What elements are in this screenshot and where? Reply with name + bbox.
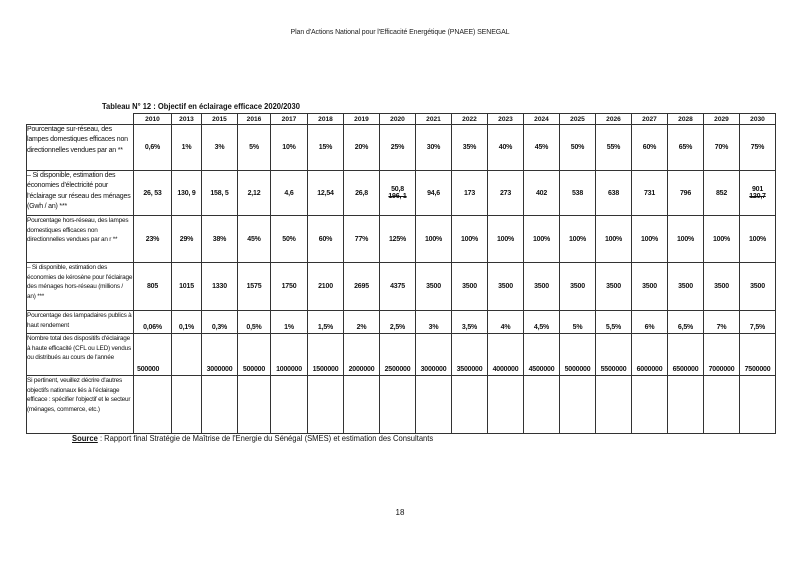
value-cell: 4000000 bbox=[488, 334, 524, 376]
table-row bbox=[27, 376, 776, 434]
lighting-objectives-table bbox=[26, 113, 776, 434]
value-cell: 805 bbox=[134, 263, 172, 311]
value-cell: 38% bbox=[202, 216, 238, 263]
value-cell: 1330 bbox=[202, 263, 238, 311]
value-cell: 731 bbox=[632, 171, 668, 216]
value-cell: 1000000 bbox=[271, 334, 308, 376]
row-label: – Si disponible, estimation des économies d'électricité pour l'éclairage sur réseau des ménages (Gwh / an) *** bbox=[27, 171, 134, 216]
value-cell: 3500 bbox=[596, 263, 632, 311]
value-cell: 5500000 bbox=[596, 334, 632, 376]
value-cell: 0,6% bbox=[134, 125, 172, 171]
value-cell: 3500 bbox=[632, 263, 668, 311]
year-header: 2022 bbox=[452, 114, 488, 125]
value-cell: 3500 bbox=[524, 263, 560, 311]
year-header: 2025 bbox=[560, 114, 596, 125]
value-cell: 100% bbox=[416, 216, 452, 263]
value-cell: 6000000 bbox=[632, 334, 668, 376]
struck-value: 196, 1 bbox=[388, 193, 407, 200]
row-label: – Si disponible, estimation des économies de kérosène pour l'éclairage des ménages hors-réseau (millions / an) *** bbox=[27, 263, 134, 311]
value-cell: 852 bbox=[704, 171, 740, 216]
value-cell: 3000000 bbox=[416, 334, 452, 376]
value-cell: 50% bbox=[271, 216, 308, 263]
value-cell: 3000000 bbox=[202, 334, 238, 376]
year-header: 2027 bbox=[632, 114, 668, 125]
value-cell: 7000000 bbox=[704, 334, 740, 376]
table-row bbox=[27, 334, 776, 376]
value-cell: 5% bbox=[238, 125, 271, 171]
value-cell bbox=[416, 376, 452, 434]
year-header: 2019 bbox=[344, 114, 380, 125]
value-cell: 60% bbox=[632, 125, 668, 171]
value-cell: 4375 bbox=[380, 263, 416, 311]
value-cell: 100% bbox=[668, 216, 704, 263]
year-header: 2020 bbox=[380, 114, 416, 125]
value-cell: 15% bbox=[308, 125, 344, 171]
year-header: 2018 bbox=[308, 114, 344, 125]
value-cell bbox=[380, 376, 416, 434]
value-cell: 35% bbox=[452, 125, 488, 171]
value-cell: 12,54 bbox=[308, 171, 344, 216]
value-cell: 100% bbox=[596, 216, 632, 263]
year-header: 2026 bbox=[596, 114, 632, 125]
value-cell bbox=[704, 376, 740, 434]
table-row bbox=[27, 263, 776, 311]
value-cell bbox=[134, 376, 172, 434]
year-header: 2015 bbox=[202, 114, 238, 125]
year-header: 2030 bbox=[740, 114, 776, 125]
value-cell: 3% bbox=[416, 311, 452, 334]
page-header: Plan d'Actions National pour l'Efficacité Energétique (PNAEE) SENEGAL bbox=[290, 29, 510, 36]
year-header: 2010 bbox=[134, 114, 172, 125]
value-cell bbox=[452, 376, 488, 434]
value-cell bbox=[524, 376, 560, 434]
value-cell: 100% bbox=[704, 216, 740, 263]
value-cell: 4,5% bbox=[524, 311, 560, 334]
source-text: : Rapport final Stratégie de Maîtrise de l'Energie du Sénégal (SMES) et estimation des Consultants bbox=[97, 434, 434, 443]
value-cell: 77% bbox=[344, 216, 380, 263]
value-cell: 55% bbox=[596, 125, 632, 171]
value-cell: 7500000 bbox=[740, 334, 776, 376]
table-row bbox=[27, 311, 776, 334]
value-cell: 94,6 bbox=[416, 171, 452, 216]
value-cell: 173 bbox=[452, 171, 488, 216]
value-cell: 500000 bbox=[134, 334, 172, 376]
value-cell: 29% bbox=[172, 216, 202, 263]
value-cell: 5000000 bbox=[560, 334, 596, 376]
value-cell: 4,6 bbox=[271, 171, 308, 216]
value-cell: 158, 5 bbox=[202, 171, 238, 216]
value-cell: 100% bbox=[740, 216, 776, 263]
value-cell: 273 bbox=[488, 171, 524, 216]
value-cell bbox=[560, 376, 596, 434]
value-cell: 100% bbox=[524, 216, 560, 263]
value-cell: 3500 bbox=[668, 263, 704, 311]
year-header: 2016 bbox=[238, 114, 271, 125]
year-header: 2029 bbox=[704, 114, 740, 125]
value-cell: 100% bbox=[632, 216, 668, 263]
value-cell: 5,5% bbox=[596, 311, 632, 334]
value-cell: 100% bbox=[560, 216, 596, 263]
struck-value: 120,7 bbox=[749, 193, 766, 200]
value-cell: 2000000 bbox=[344, 334, 380, 376]
source-label: Source bbox=[72, 434, 98, 443]
table-row bbox=[27, 125, 776, 171]
value-cell: 1500000 bbox=[308, 334, 344, 376]
value-cell: 2,5% bbox=[380, 311, 416, 334]
current-value: 901 bbox=[751, 186, 764, 193]
value-cell bbox=[668, 376, 704, 434]
year-header: 2021 bbox=[416, 114, 452, 125]
value-cell: 5% bbox=[560, 311, 596, 334]
value-cell: 1% bbox=[271, 311, 308, 334]
value-cell: 0,5% bbox=[238, 311, 271, 334]
value-cell: 402 bbox=[524, 171, 560, 216]
row-label: Pourcentage hors-réseau, des lampes domestiques efficaces non directionnelles vendues par an r ** bbox=[27, 216, 134, 263]
row-label: Si pertinent, veuillez décrire d'autres objectifs nationaux liés à l'éclairage efficace : spécifier l'objectif et le secteur (ménages, commerce, etc.) bbox=[27, 376, 134, 434]
value-cell: 45% bbox=[238, 216, 271, 263]
value-cell: 796 bbox=[668, 171, 704, 216]
value-cell bbox=[238, 376, 271, 434]
value-cell bbox=[740, 376, 776, 434]
value-cell bbox=[740, 171, 776, 216]
value-cell: 3,5% bbox=[452, 311, 488, 334]
value-cell bbox=[596, 376, 632, 434]
corner-cell bbox=[27, 114, 134, 125]
year-header: 2013 bbox=[172, 114, 202, 125]
value-cell: 65% bbox=[668, 125, 704, 171]
value-cell bbox=[380, 171, 416, 216]
value-cell bbox=[202, 376, 238, 434]
value-cell: 3500 bbox=[560, 263, 596, 311]
value-cell: 638 bbox=[596, 171, 632, 216]
value-cell: 6% bbox=[632, 311, 668, 334]
value-cell: 45% bbox=[524, 125, 560, 171]
row-label: Nombre total des dispositifs d'éclairage à haute efficacité (CFL ou LED) vendus ou distribués au cours de l'année bbox=[27, 334, 134, 376]
value-cell: 1015 bbox=[172, 263, 202, 311]
value-cell: 23% bbox=[134, 216, 172, 263]
value-cell: 7,5% bbox=[740, 311, 776, 334]
value-cell: 1,5% bbox=[308, 311, 344, 334]
value-cell: 2,12 bbox=[238, 171, 271, 216]
value-cell: 6,5% bbox=[668, 311, 704, 334]
value-cell: 26,8 bbox=[344, 171, 380, 216]
value-cell: 25% bbox=[380, 125, 416, 171]
page-number: 18 bbox=[395, 508, 405, 517]
value-cell: 125% bbox=[380, 216, 416, 263]
value-cell: 26, 53 bbox=[134, 171, 172, 216]
row-label: Pourcentage sur-réseau, des lampes domestiques efficaces non directionnelles vendues par an ** bbox=[27, 125, 134, 171]
year-header: 2024 bbox=[524, 114, 560, 125]
table-row bbox=[27, 171, 776, 216]
value-cell bbox=[308, 376, 344, 434]
value-cell: 1575 bbox=[238, 263, 271, 311]
value-cell: 50% bbox=[560, 125, 596, 171]
value-cell bbox=[632, 376, 668, 434]
value-cell bbox=[344, 376, 380, 434]
value-cell: 3500 bbox=[740, 263, 776, 311]
value-cell: 3500 bbox=[452, 263, 488, 311]
value-cell: 30% bbox=[416, 125, 452, 171]
value-cell: 2500000 bbox=[380, 334, 416, 376]
value-cell: 0,3% bbox=[202, 311, 238, 334]
value-cell: 100% bbox=[488, 216, 524, 263]
value-cell: 4% bbox=[488, 311, 524, 334]
value-cell: 10% bbox=[271, 125, 308, 171]
value-cell: 3% bbox=[202, 125, 238, 171]
value-cell: 20% bbox=[344, 125, 380, 171]
value-cell bbox=[172, 334, 202, 376]
value-cell: 7% bbox=[704, 311, 740, 334]
year-header: 2028 bbox=[668, 114, 704, 125]
value-cell: 0,1% bbox=[172, 311, 202, 334]
value-cell: 2% bbox=[344, 311, 380, 334]
value-cell: 6500000 bbox=[668, 334, 704, 376]
value-cell: 3500 bbox=[416, 263, 452, 311]
value-cell: 500000 bbox=[238, 334, 271, 376]
value-cell: 0,06% bbox=[134, 311, 172, 334]
value-cell: 2695 bbox=[344, 263, 380, 311]
table-row bbox=[27, 216, 776, 263]
current-value: 50,8 bbox=[391, 186, 404, 193]
value-cell: 70% bbox=[704, 125, 740, 171]
source-note bbox=[72, 434, 433, 443]
value-cell: 60% bbox=[308, 216, 344, 263]
value-cell: 1750 bbox=[271, 263, 308, 311]
value-cell: 3500000 bbox=[452, 334, 488, 376]
year-header: 2023 bbox=[488, 114, 524, 125]
value-cell bbox=[488, 376, 524, 434]
value-cell: 2100 bbox=[308, 263, 344, 311]
value-cell: 100% bbox=[452, 216, 488, 263]
value-cell: 1% bbox=[172, 125, 202, 171]
value-cell bbox=[172, 376, 202, 434]
value-cell: 130, 9 bbox=[172, 171, 202, 216]
year-header: 2017 bbox=[271, 114, 308, 125]
value-cell: 75% bbox=[740, 125, 776, 171]
table-title: Tableau N° 12 : Objectif en éclairage efficace 2020/2030 bbox=[102, 101, 300, 111]
row-label: Pourcentage des lampadaires publics à haut rendement bbox=[27, 311, 134, 334]
value-cell: 4500000 bbox=[524, 334, 560, 376]
value-cell: 538 bbox=[560, 171, 596, 216]
value-cell: 40% bbox=[488, 125, 524, 171]
value-cell bbox=[271, 376, 308, 434]
value-cell: 3500 bbox=[704, 263, 740, 311]
value-cell: 3500 bbox=[488, 263, 524, 311]
header-row bbox=[27, 114, 776, 125]
